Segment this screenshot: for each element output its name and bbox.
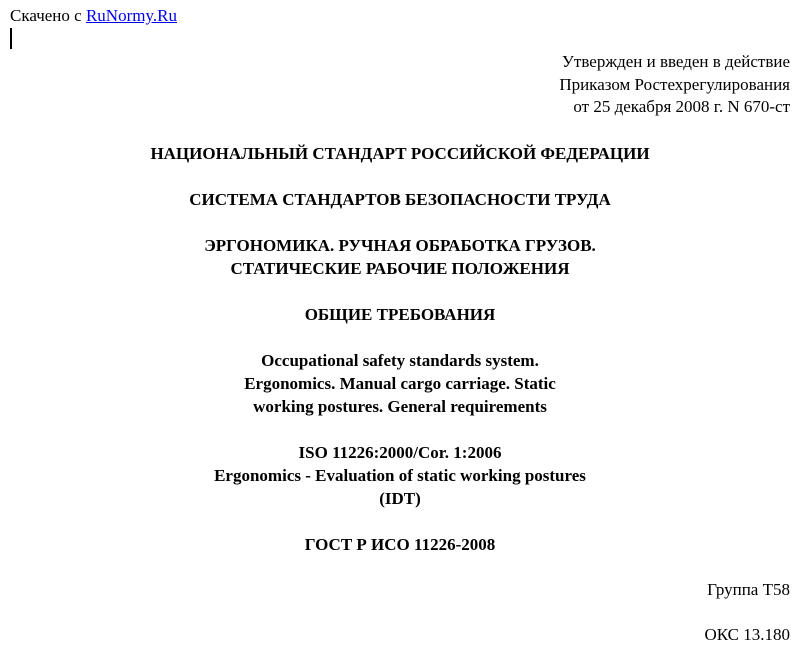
general-requirements-heading [0, 303, 796, 326]
approval-block [559, 51, 790, 119]
english-title-line-3: working postures. General requirements [253, 397, 547, 416]
iso-block [0, 441, 796, 510]
gost-heading [0, 533, 796, 556]
iso-line-2: Ergonomics - Evaluation of static working postures [214, 466, 586, 485]
national-standard-heading [0, 142, 796, 165]
approval-line-1: Утвержден и введен в действие [561, 52, 790, 71]
group-label: Группа Т58 [707, 580, 790, 599]
text-cursor [10, 28, 12, 49]
runormy-link[interactable]: RuNormy.Ru [85, 6, 177, 25]
gost-title: ГОСТ Р ИСО 11226-2008 [304, 535, 496, 554]
subject-title-line-1: ЭРГОНОМИКА. РУЧНАЯ ОБРАБОТКА ГРУЗОВ. [204, 236, 596, 255]
source-line [10, 6, 177, 26]
approval-line-3: от 25 декабря 2008 г. N 670-ст [573, 97, 790, 116]
general-requirements-title: ОБЩИЕ ТРЕБОВАНИЯ [304, 305, 496, 324]
system-heading [0, 188, 796, 211]
national-standard-title: НАЦИОНАЛЬНЫЙ СТАНДАРТ РОССИЙСКОЙ ФЕДЕРАЦИИ [150, 144, 650, 163]
english-title-line-2: Ergonomics. Manual cargo carriage. Static [244, 374, 556, 393]
iso-line-1: ISO 11226:2000/Cor. 1:2006 [298, 443, 502, 462]
english-title-line-1: Occupational safety standards system. [261, 351, 539, 370]
source-prefix: Скачено с [10, 6, 86, 25]
oks-label: ОКС 13.180 [704, 625, 790, 644]
system-title: СИСТЕМА СТАНДАРТОВ БЕЗОПАСНОСТИ ТРУДА [189, 190, 611, 209]
english-title-block [0, 349, 796, 418]
subject-title-line-2: СТАТИЧЕСКИЕ РАБОЧИЕ ПОЛОЖЕНИЯ [230, 259, 570, 278]
subject-heading [0, 234, 796, 280]
iso-line-3: (IDT) [379, 489, 421, 508]
approval-line-2: Приказом Ростехрегулирования [559, 74, 790, 94]
